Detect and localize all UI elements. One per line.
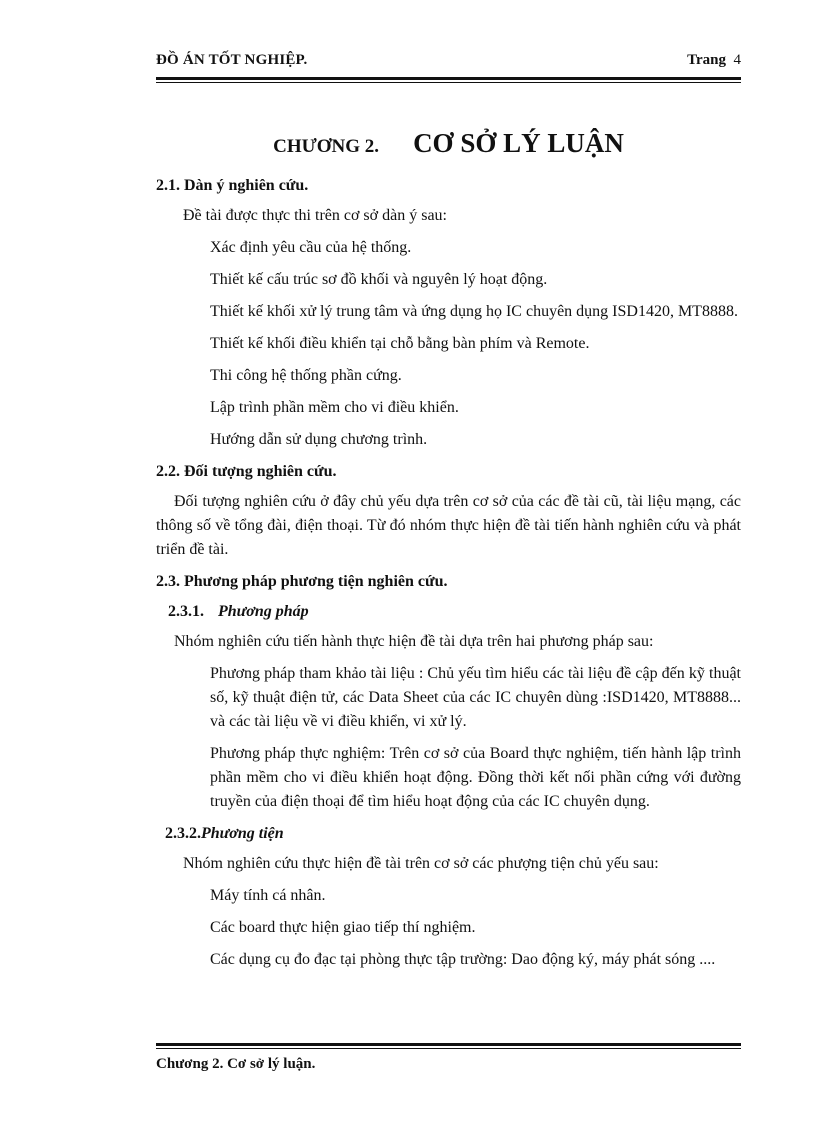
subsection-title: Phương tiện — [201, 825, 284, 842]
section-2-3-heading: 2.3. Phương pháp phương tiện nghiên cứu. — [156, 573, 448, 590]
list-item: Thiết kế cấu trúc sơ đồ khối và nguyên lý hoạt động. — [210, 271, 548, 288]
subsection-title: Phương pháp — [218, 603, 309, 620]
page-body — [156, 174, 741, 980]
page-indicator — [687, 52, 741, 69]
list-item: Phương pháp thực nghiệm: Trên cơ sở của Board thực nghiệm, tiến hành lập trình phần mềm cho vi điều khiển hoạt động. Đồng thời kết nối phần cứng với đường truyền của điện thoại để tìm hiểu hoạt động của các IC chuyên dụng. — [210, 745, 741, 810]
subsection-number: 2.3.1. — [168, 603, 204, 620]
subsection-2-3-2-heading — [165, 822, 741, 846]
chapter-heading — [156, 128, 741, 159]
page-footer: Chương 2. Cơ sở lý luận. — [156, 1056, 316, 1072]
list-item: Thiết kế khối xử lý trung tâm và ứng dụng họ IC chuyên dụng ISD1420, MT8888. — [210, 303, 738, 320]
chapter-title: CƠ SỞ LÝ LUẬN — [413, 128, 624, 158]
section-2-1-intro: Đề tài được thực thi trên cơ sở dàn ý sau: — [183, 207, 447, 224]
footer-rule-thin — [156, 1048, 741, 1049]
page-number: 4 — [733, 52, 741, 68]
subsection-2-3-2-intro: Nhóm nghiên cứu thực hiện đề tài trên cơ sở các phượng tiện chủ yếu sau: — [183, 855, 659, 872]
header-rule-thick — [156, 77, 741, 80]
subsection-2-3-1-heading — [168, 600, 741, 624]
chapter-number: CHƯƠNG 2. — [273, 136, 380, 157]
header-rule-thin — [156, 82, 741, 83]
list-item: Phương pháp tham khảo tài liệu : Chủ yếu tìm hiểu các tài liệu đề cập đến kỹ thuật số, kỹ thuật điện tử, các Data Sheet của các IC chuyên dùng :ISD1420, MT8888... và các tài liệu về vi điều khiển, vi xử lý. — [210, 665, 741, 730]
list-item: Máy tính cá nhân. — [210, 887, 326, 904]
list-item: Thi công hệ thống phần cứng. — [210, 367, 402, 384]
list-item: Lập trình phần mềm cho vi điều khiển. — [210, 399, 459, 416]
section-2-2-body: Đối tượng nghiên cứu ở đây chủ yếu dựa trên cơ sở của các đề tài cũ, tài liệu mạng, các thông số về tổng đài, điện thoại. Từ đó nhóm thực hiện đề tài tiến hành nghiên cứu và phát triển đề tài. — [156, 493, 741, 558]
section-2-2-heading: 2.2. Đối tượng nghiên cứu. — [156, 463, 337, 480]
subsection-2-3-1-intro: Nhóm nghiên cứu tiến hành thực hiện đề tài dựa trên hai phương pháp sau: — [174, 633, 654, 650]
page-header — [156, 52, 741, 74]
document-title: ĐỒ ÁN TỐT NGHIỆP. — [156, 52, 308, 68]
section-2-1-heading: 2.1. Dàn ý nghiên cứu. — [156, 177, 309, 194]
list-item: Thiết kế khối điều khiển tại chỗ bằng bàn phím và Remote. — [210, 335, 590, 352]
page-label: Trang — [687, 52, 726, 68]
list-item: Xác định yêu cầu của hệ thống. — [210, 239, 412, 256]
list-item: Các dụng cụ đo đạc tại phòng thực tập trường: Dao động ký, máy phát sóng .... — [210, 951, 716, 968]
subsection-number: 2.3.2. — [165, 825, 201, 842]
footer-rule-thick — [156, 1043, 741, 1046]
list-item: Các board thực hiện giao tiếp thí nghiệm. — [210, 919, 476, 936]
list-item: Hướng dẫn sử dụng chương trình. — [210, 431, 428, 448]
